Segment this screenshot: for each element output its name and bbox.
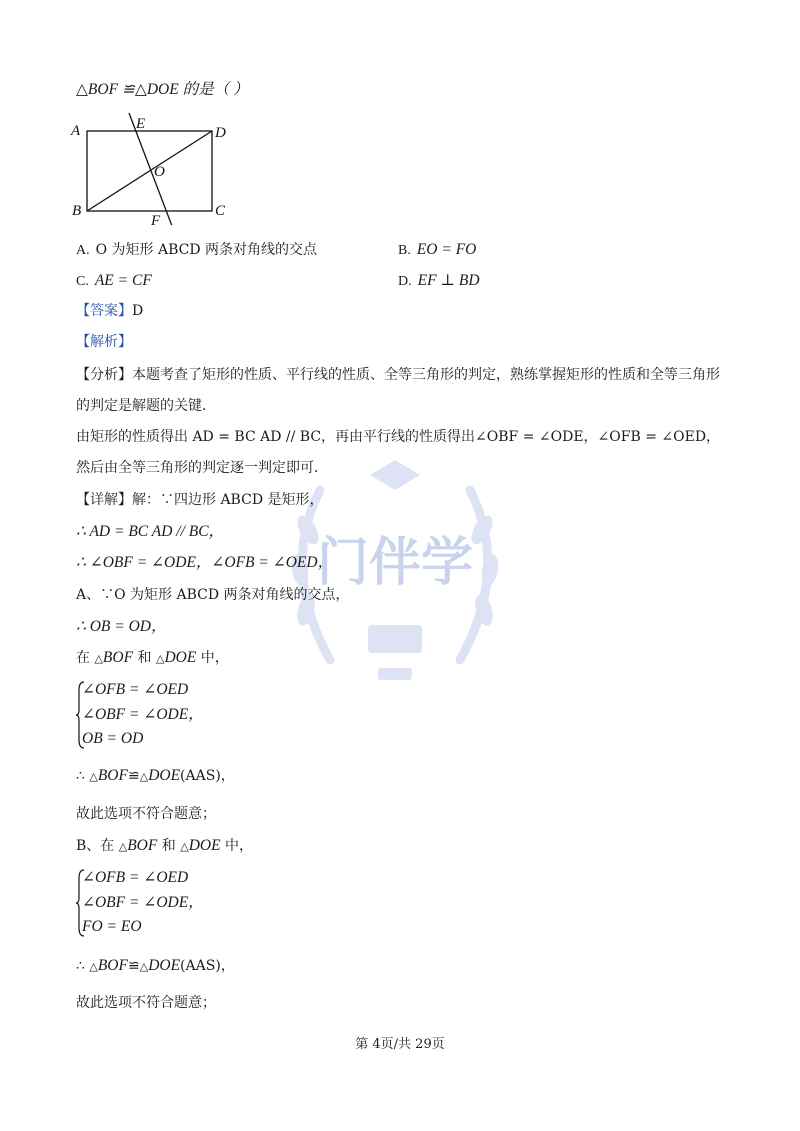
page-footer: 第 4页/共 29页	[355, 1037, 445, 1052]
note-a: 故此选项不符合题意；	[76, 806, 216, 822]
detail-line-6: 在 △BOF 和 △DOE 中，	[76, 649, 229, 666]
analysis-line-2: 的判定是解题的关键．	[76, 398, 216, 414]
option-d: D. EF ⊥ BD	[398, 272, 480, 289]
answer-value: D	[132, 303, 144, 319]
answer-line	[76, 301, 143, 321]
label-d: D	[215, 125, 226, 141]
label-a: A	[71, 123, 81, 139]
question-stem: △BOF ≌△DOE 的是（ ）	[76, 81, 249, 98]
case-b-line-1: ∠OFB = ∠OED	[82, 869, 189, 886]
option-c: C. AE = CF	[76, 272, 152, 289]
case-b-line-2: ∠OBF = ∠ODE，	[82, 894, 204, 911]
analysis-line-1: 【分析】本题考查了矩形的性质、平行线的性质、全等三角形的判定，熟练掌握矩形的性质和全等三角形	[76, 367, 720, 383]
label-o: O	[154, 164, 165, 180]
note-b: 故此选项不符合题意；	[76, 995, 216, 1011]
detail-line-5: ∴ OB = OD，	[76, 618, 167, 635]
case-a-line-1: ∠OFB = ∠OED	[82, 681, 189, 698]
label-b: B	[72, 203, 82, 219]
watermark-text: 门伴学	[316, 533, 474, 593]
analysis-line-3: 由矩形的性质得出 AD = BC AD // BC，再由平行线的性质得出∠OBF = ∠ODE，∠OFB = ∠OED，	[76, 429, 721, 445]
option-b-intro: B、在 △BOF 和 △DOE 中，	[76, 837, 254, 854]
answer-tag: 【答案】	[76, 303, 132, 319]
case-a-line-3: OB = OD	[82, 730, 144, 747]
detail-line-2: ∴ AD = BC AD // BC，	[76, 523, 225, 540]
case-b-line-3: FO = EO	[82, 918, 142, 935]
label-f: F	[151, 213, 161, 225]
detail-line-3: ∴ ∠OBF = ∠ODE，∠OFB = ∠OED，	[76, 554, 334, 571]
conclusion-a: ∴ △BOF≌△DOE(AAS)，	[76, 767, 235, 784]
analysis-tag: 【解析】	[76, 334, 132, 350]
option-b: B. EO = FO	[398, 241, 477, 258]
detail-line-4: A、∵O 为矩形 ABCD 两条对角线的交点，	[76, 587, 350, 603]
option-a: A. O 为矩形 ABCD 两条对角线的交点	[76, 242, 318, 258]
label-e: E	[136, 116, 146, 132]
diagonal-bd	[87, 131, 212, 211]
case-a-line-2: ∠OBF = ∠ODE，	[82, 706, 204, 723]
detail-line-1: 【详解】解：∵四边形 ABCD 是矩形，	[76, 492, 324, 508]
analysis-line-4: 然后由全等三角形的判定逐一判定即可．	[76, 460, 328, 476]
conclusion-b: ∴ △BOF≌△DOE(AAS)，	[76, 957, 235, 974]
rectangle-figure	[68, 110, 238, 225]
label-c: C	[215, 203, 226, 219]
